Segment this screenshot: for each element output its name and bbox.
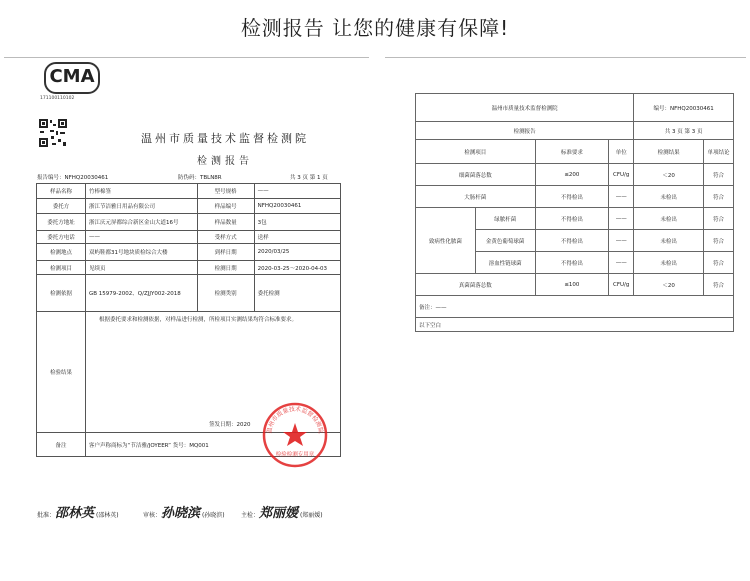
official-seal-icon: [261, 401, 329, 469]
banner-title: 检测报告 让您的健康有保障!: [240, 16, 510, 40]
cell-value: NFHQ20030461: [254, 199, 340, 214]
cell-label: 检测类别: [197, 275, 254, 312]
right-page-number: 共 3 页 第 3 页: [634, 122, 734, 140]
cell-value: 浙江节洁雅日用品有限公司: [86, 199, 198, 214]
right-report-title: 检测报告: [416, 122, 634, 140]
left-report-title: 检测报告: [197, 156, 253, 167]
row-judge: 符合: [704, 274, 734, 296]
seal-inner-text: 检验检测专用章: [275, 452, 315, 458]
seal-outer-text: 温州市质量技术监督检测院: [265, 405, 325, 435]
cell-value: 3包: [254, 214, 340, 231]
row-item: 大肠杆菌: [416, 186, 536, 208]
cell-label: 受样方式: [197, 231, 254, 244]
approve-label: 批准：: [37, 512, 56, 519]
cell-value: 委托检测: [254, 275, 340, 312]
row-unit: ——: [609, 208, 634, 230]
approve-name: (邵林英): [95, 512, 119, 519]
row-item: 溶血性链球菌: [475, 252, 535, 274]
issue-date-label: 签发日期：: [209, 422, 237, 428]
row-item: 真菌菌落总数: [416, 274, 536, 296]
cell-label: 检测项目: [37, 261, 86, 275]
right-report-table: [415, 93, 734, 332]
cell-label: 检验结果: [37, 312, 86, 433]
left-anti-fake-code: 防伪码：TBLN8R: [178, 175, 222, 181]
cell-value: ——: [86, 231, 198, 244]
approve-signature: 邵林英: [55, 506, 95, 521]
row-judge: 符合: [704, 208, 734, 230]
page-banner: [0, 0, 750, 58]
cell-value: 浙江庆元屏都综合新区金山大道16号: [86, 214, 198, 231]
left-page-number: 共 3 页 第 1 页: [290, 175, 328, 181]
row-judge: 符合: [704, 252, 734, 274]
qr-code-icon: [38, 118, 68, 148]
issue-date: [209, 420, 251, 428]
cell-value: 客户声称商标为“节洁雅/JOYEER” 货号：MQ001: [86, 433, 341, 457]
head-result: 检测结果: [634, 140, 704, 164]
main-name: (郑丽媛): [299, 512, 323, 519]
sign-review: [143, 502, 225, 521]
head-judge: 单项结论: [704, 140, 734, 164]
cell-label: 样品数量: [197, 214, 254, 231]
row-item: 细菌菌落总数: [416, 164, 536, 186]
cell-label: 检测日期: [197, 261, 254, 275]
row-std: 不得检出: [535, 186, 609, 208]
table-row: [416, 274, 734, 296]
sign-main: [241, 502, 323, 521]
table-row: [416, 186, 734, 208]
banner-divider-right: [385, 57, 746, 58]
cell-value: 竹棒棉签: [86, 184, 198, 199]
row-result: ＜20: [634, 274, 704, 296]
row-unit: CFU/g: [609, 164, 634, 186]
row-unit: ——: [609, 186, 634, 208]
cell-label: 样品编号: [197, 199, 254, 214]
cell-value: 送样: [254, 231, 340, 244]
cma-number: 171100110102: [40, 96, 75, 101]
right-report-no: 编号：NFHQ20030461: [634, 94, 734, 122]
cell-label: 样品名称: [37, 184, 86, 199]
sign-approve: [37, 502, 119, 521]
cell-value: ——: [254, 184, 340, 199]
cell-label: 委托方电话: [37, 231, 86, 244]
cell-label: 委托方地址: [37, 214, 86, 231]
right-blank-note: 以下空白: [416, 318, 734, 332]
row-judge: 符合: [704, 230, 734, 252]
right-org-name: 温州市质量技术监督检测院: [416, 94, 634, 122]
head-unit: 单位: [609, 140, 634, 164]
row-std: 不得检出: [535, 230, 609, 252]
row-result: 未检出: [634, 252, 704, 274]
cell-value: 见续页: [86, 261, 198, 275]
row-result: 未检出: [634, 230, 704, 252]
table-row: [416, 208, 734, 230]
row-result: ＜20: [634, 164, 704, 186]
head-item: 检测项目: [416, 140, 536, 164]
banner-divider-left: [4, 57, 369, 58]
cell-value: 双屿鞋都31号地块质检综合大楼: [86, 244, 198, 261]
review-name: (孙晓滨): [201, 512, 225, 519]
row-item: 绿脓杆菌: [475, 208, 535, 230]
left-report-no: 报告编号：NFHQ20030461: [37, 175, 109, 181]
head-std: 标准要求: [535, 140, 609, 164]
group-label: 致病性化脓菌: [416, 208, 476, 274]
cell-label: 型号规格: [197, 184, 254, 199]
cell-value: 2020-03-25～2020-04-03: [254, 261, 340, 275]
cma-logo: CMA: [44, 62, 100, 94]
review-label: 审核：: [143, 512, 162, 519]
row-std: ≤100: [535, 274, 609, 296]
conclusion-text: 根据委托要求和检测依据，对样品进行检测，所检项目实测结果均符合标准要求。: [99, 317, 298, 323]
row-std: ≤200: [535, 164, 609, 186]
main-label: 主检：: [241, 512, 260, 519]
row-unit: CFU/g: [609, 274, 634, 296]
cell-label: 备注: [37, 433, 86, 457]
cell-label: 检测依据: [37, 275, 86, 312]
issue-date-value: 2020: [236, 422, 251, 428]
right-remark: 备注：——: [416, 296, 734, 318]
left-org-name: 温州市质量技术监督检测院: [141, 132, 309, 145]
row-result: 未检出: [634, 208, 704, 230]
cell-value: 2020/03/25: [254, 244, 340, 261]
row-std: 不得检出: [535, 252, 609, 274]
cell-value: GB 15979-2002、Q/ZJJY002-2018: [86, 275, 198, 312]
cell-label: 委托方: [37, 199, 86, 214]
row-unit: ——: [609, 230, 634, 252]
cell-label: 到样日期: [197, 244, 254, 261]
row-result: 未检出: [634, 186, 704, 208]
review-signature: 孙晓滨: [161, 506, 201, 521]
row-std: 不得检出: [535, 208, 609, 230]
row-item: 金黄色葡萄球菌: [475, 230, 535, 252]
table-row: [416, 164, 734, 186]
row-judge: 符合: [704, 186, 734, 208]
row-unit: ——: [609, 252, 634, 274]
row-judge: 符合: [704, 164, 734, 186]
cell-label: 检测地点: [37, 244, 86, 261]
main-signature: 郑丽媛: [259, 506, 299, 521]
